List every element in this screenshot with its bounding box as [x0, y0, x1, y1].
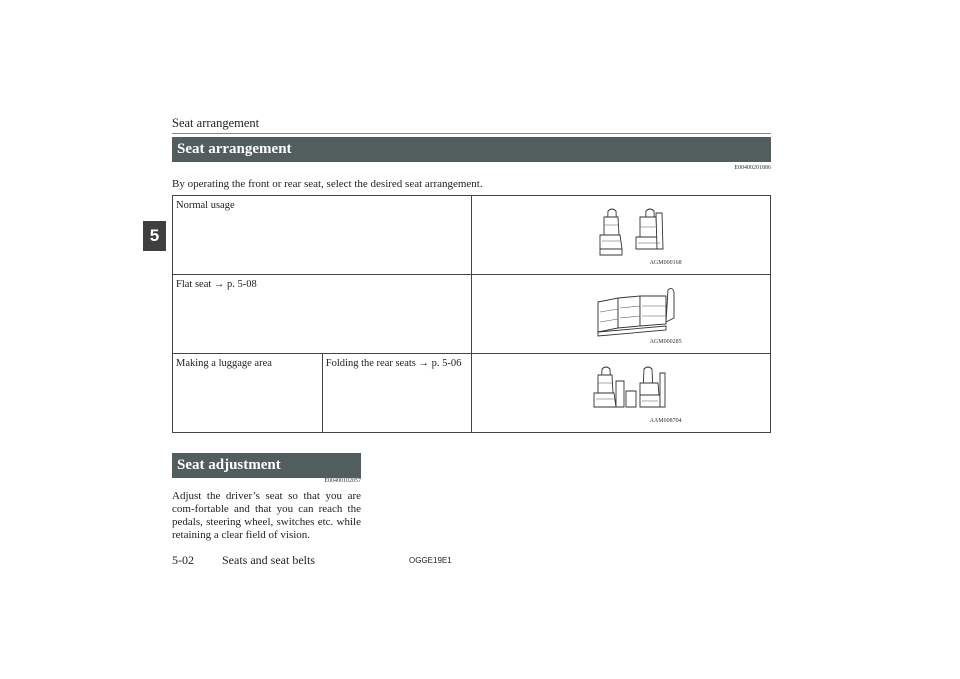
section-title-seat-arrangement: Seat arrangement — [172, 137, 771, 162]
body-paragraph: Adjust the driver’s seat so that you are com-fortable and that you can reach the pedals, steering wheel, switches etc. while retaining a clear field of vision. — [172, 490, 361, 541]
figure-code: AGM000168 — [649, 260, 682, 266]
running-head: Seat arrangement — [172, 116, 260, 130]
seat-flat-illustration — [584, 282, 684, 338]
seat-luggage-illustration — [584, 361, 684, 417]
document-code: OGGE19E1 — [409, 556, 452, 565]
table-row — [173, 196, 771, 275]
section-code: E00400102057 — [324, 478, 361, 484]
seat-arrangement-table — [172, 195, 771, 433]
chapter-name: Seats and seat belts — [222, 553, 315, 567]
intro-text: By operating the front or rear seat, select the desired seat arrangement. — [172, 178, 483, 190]
figure-code: AGM000285 — [649, 339, 682, 345]
table-row — [173, 275, 771, 354]
header-rule — [172, 133, 771, 134]
seat-normal-illustration — [584, 203, 684, 259]
figure-cell — [471, 196, 770, 275]
table-row — [173, 354, 771, 433]
section-title-seat-adjustment: Seat adjustment — [172, 453, 361, 478]
row-label: Normal usage — [173, 196, 472, 275]
chapter-tab: 5 — [143, 221, 166, 251]
figure-cell — [471, 275, 770, 354]
row-sublabel: Folding the rear seats → p. 5-06 — [322, 354, 471, 433]
row-label: Flat seat → p. 5-08 — [173, 275, 472, 354]
figure-code: AAM008704 — [649, 418, 682, 424]
page-number: 5-02 — [172, 553, 194, 567]
section-code: E00400201886 — [734, 165, 771, 171]
figure-cell — [471, 354, 770, 433]
row-label: Making a luggage area — [173, 354, 323, 433]
